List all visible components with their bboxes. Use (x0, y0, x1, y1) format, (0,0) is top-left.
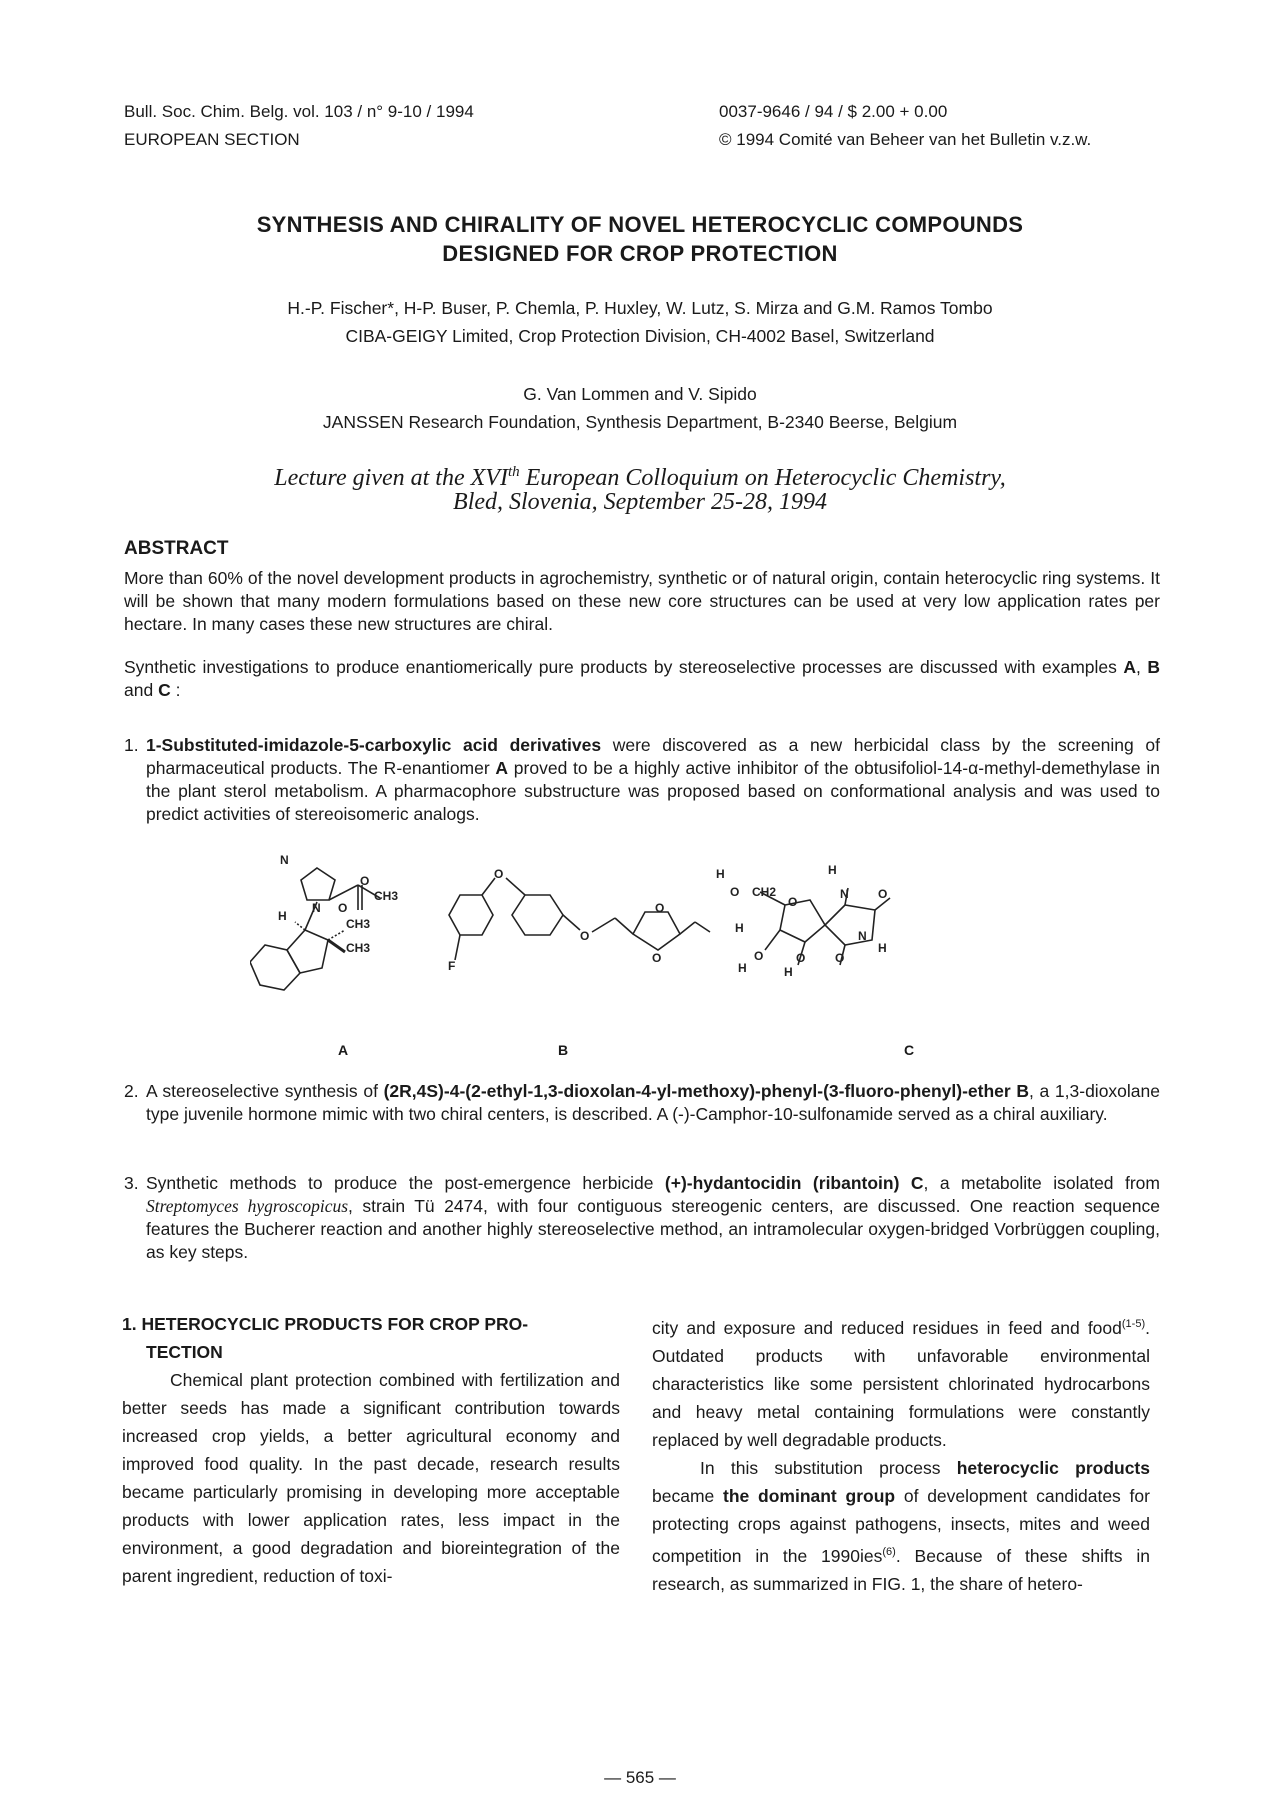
atom-c-n2: N (858, 929, 867, 943)
author-block-1 (120, 294, 1160, 350)
abstract-paragraph-1: More than 60% of the novel development products in agrochemistry, synthetic or of natural origin, contain heterocyclic ring systems. It will be shown that many modern formulations based on these new core structures can be used at very low application rates per hectare. In many cases these new structures are chiral. (124, 568, 1160, 634)
atom-a-n2: N (312, 901, 321, 915)
figure-label-a: A (338, 1042, 349, 1058)
lecture-note (120, 460, 1160, 514)
affiliation-1: CIBA-GEIGY Limited, Crop Protection Division, CH-4002 Basel, Switzerland (345, 326, 935, 346)
benzene-ring-a (250, 945, 300, 990)
dioxolane-ring (633, 912, 680, 950)
lecture-line-2: Bled, Slovenia, September 25-28, 1994 (453, 489, 827, 515)
journal-section: EUROPEAN SECTION (124, 130, 300, 149)
section-1-heading: 1. HETEROCYCLIC PRODUCTS FOR CROP PRO- TECTION (122, 1314, 529, 1362)
atom-a-o2: O (338, 901, 348, 915)
left-column (122, 1310, 620, 1590)
journal-citation: Bull. Soc. Chim. Belg. vol. 103 / n° 9-10 / 1994 (124, 102, 474, 121)
atom-c-h3: H (878, 941, 887, 955)
right-column-paragraph-1: city and exposure and reduced residues in feed and food$^{(1-5)}$. Outdated products with unfavorable environmental characteristics like some persistent chlorinated hydrocarbons and heavy metal containing formulations were constantly replaced by well degradable products. (652, 1317, 1150, 1450)
atom-c-n1: N (840, 887, 849, 901)
cyclopentane-ring (287, 930, 328, 973)
atom-c-h4: H (735, 921, 744, 935)
atom-c-o3: O (878, 887, 888, 901)
fluorophenyl-ring (449, 895, 493, 935)
atom-b-f: F (448, 959, 456, 973)
imidazole-ring (301, 868, 335, 900)
atom-a-n1: N (280, 853, 289, 867)
paper-title (120, 210, 1160, 268)
issn-line: 0037-9646 / 94 / $ 2.00 + 0.00 (719, 102, 948, 121)
atom-c-h5: H (738, 961, 747, 975)
atom-c-o2: O (788, 895, 798, 909)
authors-group-1: H.-P. Fischer*, H-P. Buser, P. Chemla, P. Huxley, W. Lutz, S. Mirza and G.M. Ramos Tombo (287, 298, 993, 318)
figure-label-b: B (558, 1042, 569, 1058)
title-line-2: DESIGNED FOR CROP PROTECTION (442, 241, 838, 266)
copyright-line: © 1994 Comité van Beheer van het Bulletin v.z.w. (719, 130, 1092, 149)
phenylene-ring (512, 895, 563, 935)
left-column-paragraph: Chemical plant protection combined with fertilization and better seeds has made a significant contribution towards increased crop yields, a better agricultural economy and improved food quality. In the past decade, research results became particularly promising in developing more acceptable products with lower application rates, less impact in the environment, a good degradation and bioreintegration of the parent ingredient, reduction of toxi- (122, 1370, 620, 1586)
atom-c-ch2: CH2 (752, 885, 777, 899)
atom-c-h1: H (716, 867, 725, 881)
furanose-ring (780, 900, 825, 942)
right-column-paragraph-2: In this substitution process heterocyclic products became the dominant group of development candidates for protecting crops against pathogens, insects, mites and weed competition in the 1990ies$^{(6)}$. Because of these shifts in research, as summarized in FIG. 1, the share of hetero- (652, 1457, 1150, 1594)
abstract-heading: ABSTRACT (124, 538, 229, 559)
page-number: — 565 — (604, 1768, 676, 1787)
lecture-line-1: Lecture given at the XVIth European Colloquium on Heterocyclic Chemistry, (274, 464, 1006, 491)
atom-c-o4: O (754, 949, 764, 963)
title-line-1: SYNTHESIS AND CHIRALITY OF NOVEL HETEROCYCLIC COMPOUNDS (256, 212, 1024, 237)
figure-label-c: C (904, 1042, 915, 1058)
atom-b-o1: O (494, 867, 504, 881)
abstract-item-3: 3. Synthetic methods to produce the post-emergence herbicide (+)-hydantocidin (ribantoin) C, a metabolite isolated from Streptomyces hygroscopicus, strain Tü 2474, with four contiguous stereogenic centers, are discussed. One reaction sequence features the Bucherer reaction and another highly stereoselective method, an intramolecular oxygen-bridged Vorbrüggen coupling, as key steps. (124, 1173, 1160, 1262)
atom-a-ch3-2: CH3 (346, 941, 371, 955)
right-column (652, 1310, 1150, 1598)
atom-c-o5: O (796, 951, 806, 965)
atom-c-h6: H (784, 965, 793, 979)
abstract-paragraph-2: Synthetic investigations to produce enantiomerically pure products by stereoselective processes are discussed with examples A, B and C : (124, 657, 1160, 700)
abstract-item-2: 2. A stereoselective synthesis of (2R,4S)-4-(2-ethyl-1,3-dioxolan-4-yl-methoxy)-phenyl-(3-fluoro-phenyl)-ether B, a 1,3-dioxolane type juvenile hormone mimic with two chiral centers, is described. A (-)-Camphor-10-sulfonamide served as a chiral auxiliary. (124, 1081, 1160, 1124)
species-name: Streptomyces hygroscopicus (146, 1196, 349, 1216)
abstract-item-1: 1. 1-Substituted-imidazole-5-carboxylic acid derivatives were discovered as a new herbicidal class by the screening of pharmaceutical products. The R-enantiomer A proved to be a highly active inhibitor of the obtusifoliol-14-α-methyl-demethylase in the plant sterol metabolism. A pharmacophore substructure was proposed based on conformational analysis and was used to predict activities of stereoisomeric analogs. (124, 735, 1160, 824)
atom-c-h2: H (828, 863, 837, 877)
atom-a-ch3-1: CH3 (346, 917, 371, 931)
atom-b-o4: O (652, 951, 662, 965)
chemical-structures-figure (250, 850, 1050, 1060)
atom-a-o1: O (360, 874, 370, 888)
author-block-2 (120, 380, 1160, 436)
atom-b-o3: O (655, 901, 665, 915)
atom-c-o1: O (730, 885, 740, 899)
atom-c-o6: O (835, 951, 845, 965)
hydantoin-ring (825, 905, 875, 945)
atom-a-ch3-ester: CH3 (374, 889, 399, 903)
atom-a-h: H (278, 909, 287, 923)
affiliation-2: JANSSEN Research Foundation, Synthesis Department, B-2340 Beerse, Belgium (322, 412, 958, 432)
atom-b-o2: O (580, 929, 590, 943)
authors-group-2: G. Van Lommen and V. Sipido (523, 384, 757, 404)
